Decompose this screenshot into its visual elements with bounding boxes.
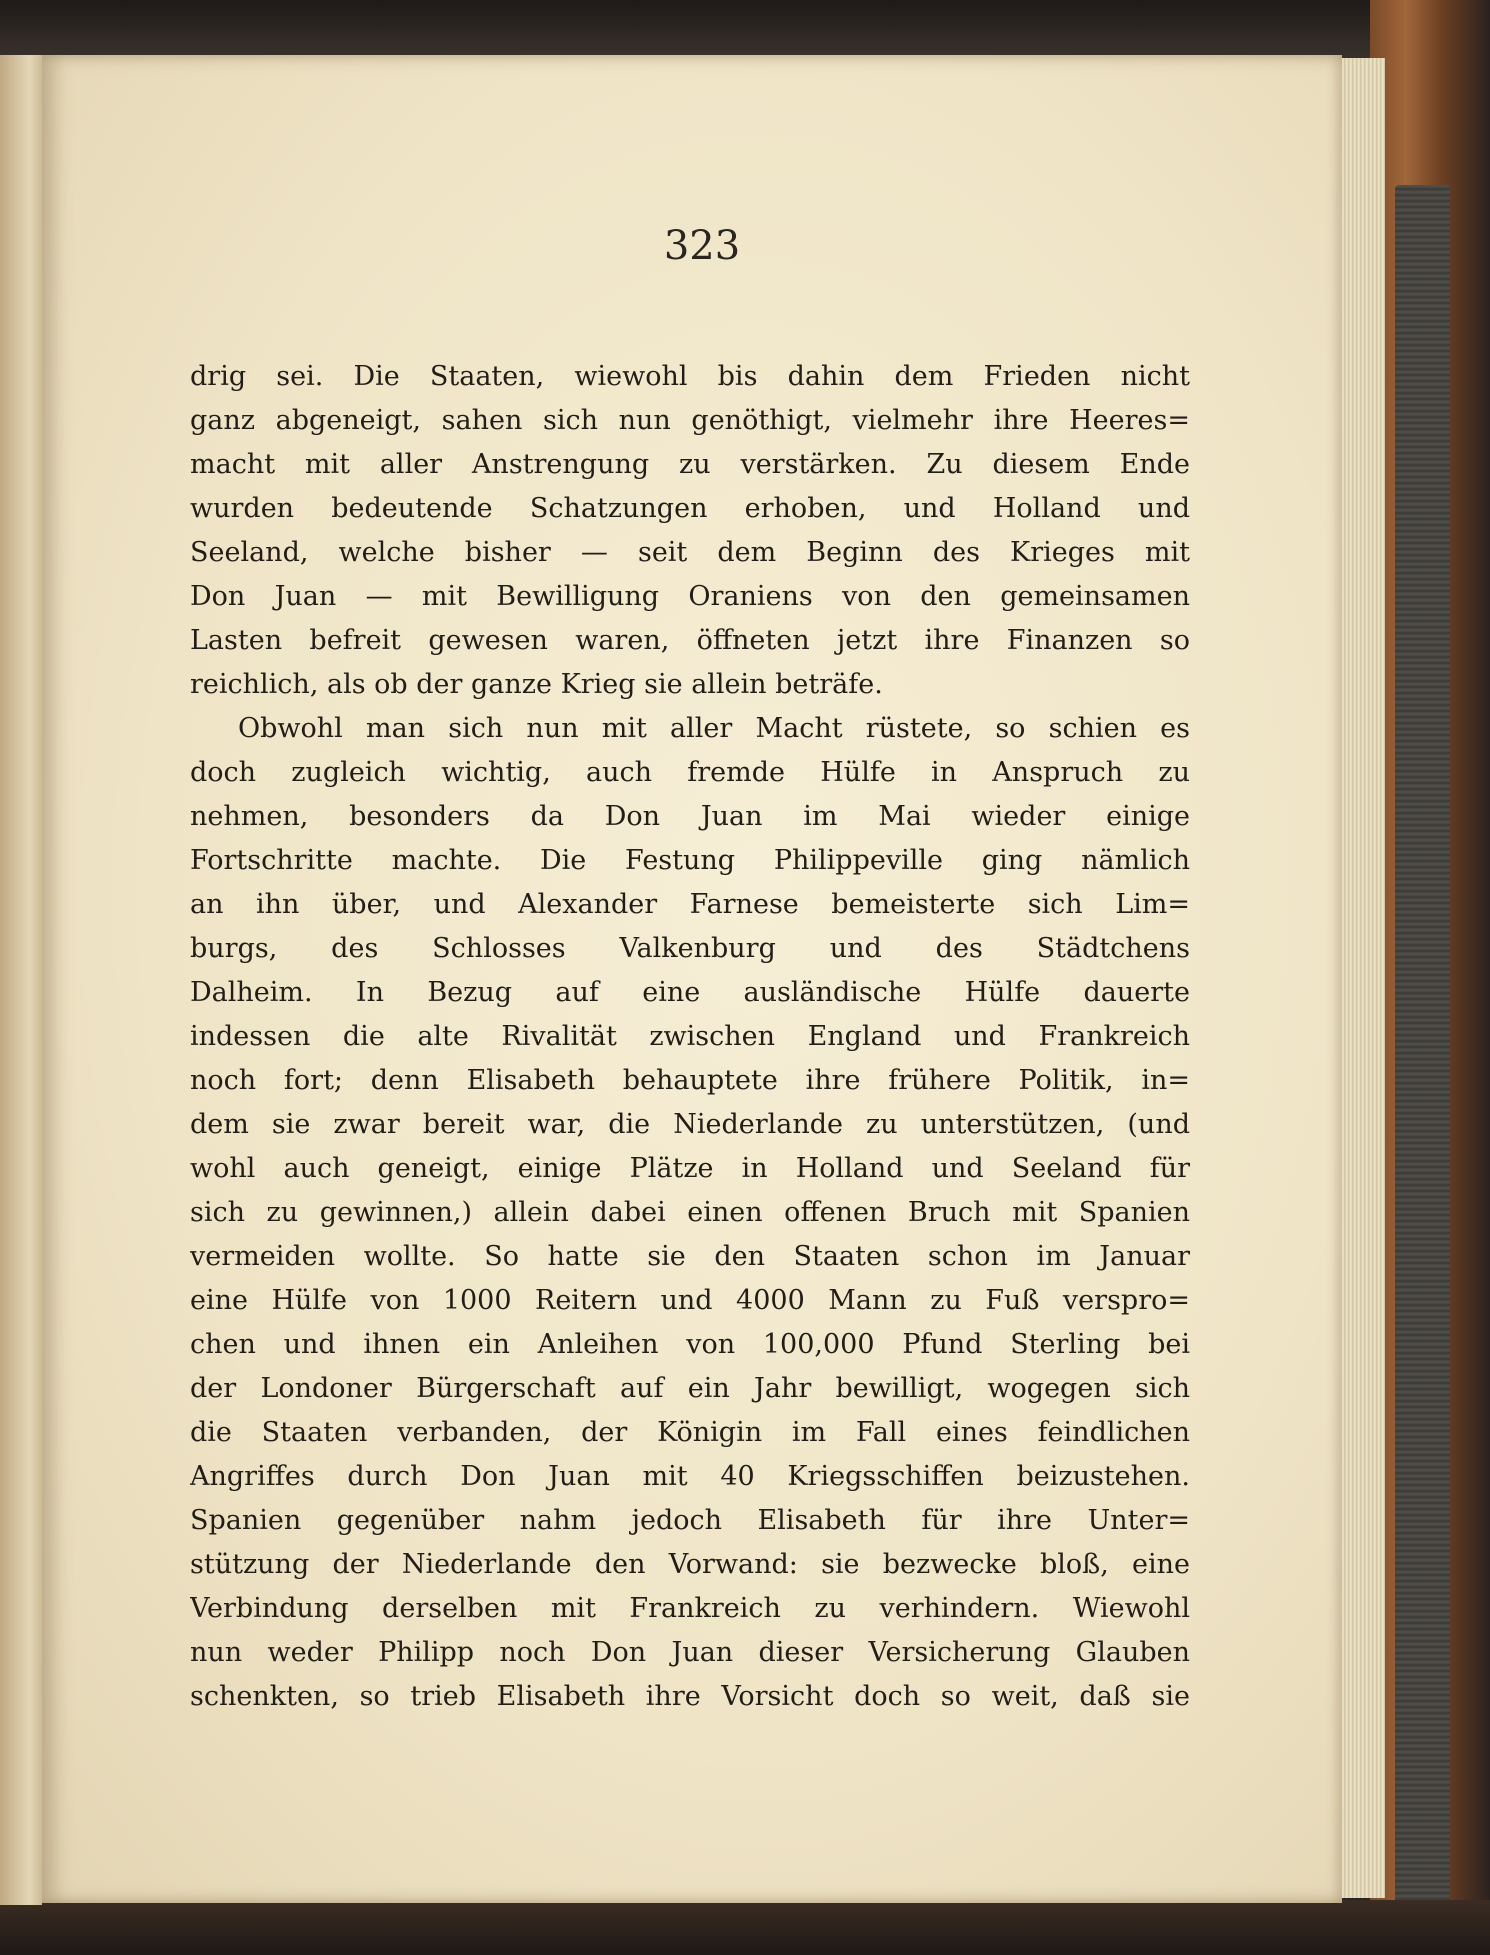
text-line: wurden bedeutende Schatzungen erhoben, und Holland und: [190, 493, 1190, 524]
text-line: nehmen, besonders da Don Juan im Mai wieder einige: [190, 801, 1190, 832]
text-line: indessen die alte Rivalität zwischen England und Frankreich: [190, 1021, 1190, 1052]
text-line: chen und ihnen ein Anleihen von 100,000 Pfund Sterling bei: [190, 1329, 1190, 1360]
text-line: doch zugleich wichtig, auch fremde Hülfe in Anspruch zu: [190, 757, 1190, 788]
text-line: dem sie zwar bereit war, die Niederlande zu unterstützen, (und: [190, 1109, 1190, 1140]
body-text: [190, 355, 1190, 1719]
text-line: wohl auch geneigt, einige Plätze in Holland und Seeland für: [190, 1153, 1190, 1184]
text-line: sich zu gewinnen,) allein dabei einen offenen Bruch mit Spanien: [190, 1197, 1190, 1228]
text-line: Fortschritte machte. Die Festung Philippeville ging nämlich: [190, 845, 1190, 876]
text-line: Verbindung derselben mit Frankreich zu verhindern. Wiewohl: [190, 1593, 1190, 1624]
text-line: Spanien gegenüber nahm jedoch Elisabeth für ihre Unter=: [190, 1505, 1190, 1536]
book-spine-cloth: [1395, 185, 1450, 1905]
text-line: Obwohl man sich nun mit aller Macht rüstete, so schien es: [238, 713, 1190, 744]
text-line: nun weder Philipp noch Don Juan dieser Versicherung Glauben: [190, 1637, 1190, 1668]
text-line: an ihn über, und Alexander Farnese bemeisterte sich Lim=: [190, 889, 1190, 920]
text-line: macht mit aller Anstrengung zu verstärken. Zu diesem Ende: [190, 449, 1190, 480]
text-line: Angriffes durch Don Juan mit 40 Kriegsschiffen beizustehen.: [190, 1461, 1190, 1492]
book-cover-bottom: [0, 1900, 1490, 1955]
text-line: stützung der Niederlande den Vorwand: sie bezwecke bloß, eine: [190, 1549, 1190, 1580]
text-line: Lasten befreit gewesen waren, öffneten jetzt ihre Finanzen so: [190, 625, 1190, 656]
text-line: Seeland, welche bisher — seit dem Beginn des Krieges mit: [190, 537, 1190, 568]
facing-page-edge: [0, 55, 42, 1905]
text-line: burgs, des Schlosses Valkenburg und des Städtchens: [190, 933, 1190, 964]
text-line: vermeiden wollte. So hatte sie den Staaten schon im Januar: [190, 1241, 1190, 1272]
text-line: Dalheim. In Bezug auf eine ausländische Hülfe dauerte: [190, 977, 1190, 1008]
page-number: 323: [663, 223, 741, 269]
text-line: ganz abgeneigt, sahen sich nun genöthigt, vielmehr ihre Heeres=: [190, 405, 1190, 436]
text-line: reichlich, als ob der ganze Krieg sie allein beträfe.: [190, 669, 883, 700]
text-line: drig sei. Die Staaten, wiewohl bis dahin dem Frieden nicht: [190, 361, 1190, 392]
book-cover-top: [0, 0, 1490, 60]
text-line: eine Hülfe von 1000 Reitern und 4000 Mann zu Fuß verspro=: [190, 1285, 1190, 1316]
text-line: Don Juan — mit Bewilligung Oraniens von den gemeinsamen: [190, 581, 1190, 612]
text-line: schenkten, so trieb Elisabeth ihre Vorsicht doch so weit, daß sie: [190, 1681, 1190, 1712]
text-line: der Londoner Bürgerschaft auf ein Jahr bewilligt, wogegen sich: [190, 1373, 1190, 1404]
text-line: die Staaten verbanden, der Königin im Fall eines feindlichen: [190, 1417, 1190, 1448]
text-line: noch fort; denn Elisabeth behauptete ihre frühere Politik, in=: [190, 1065, 1190, 1096]
book-page: [42, 55, 1342, 1903]
